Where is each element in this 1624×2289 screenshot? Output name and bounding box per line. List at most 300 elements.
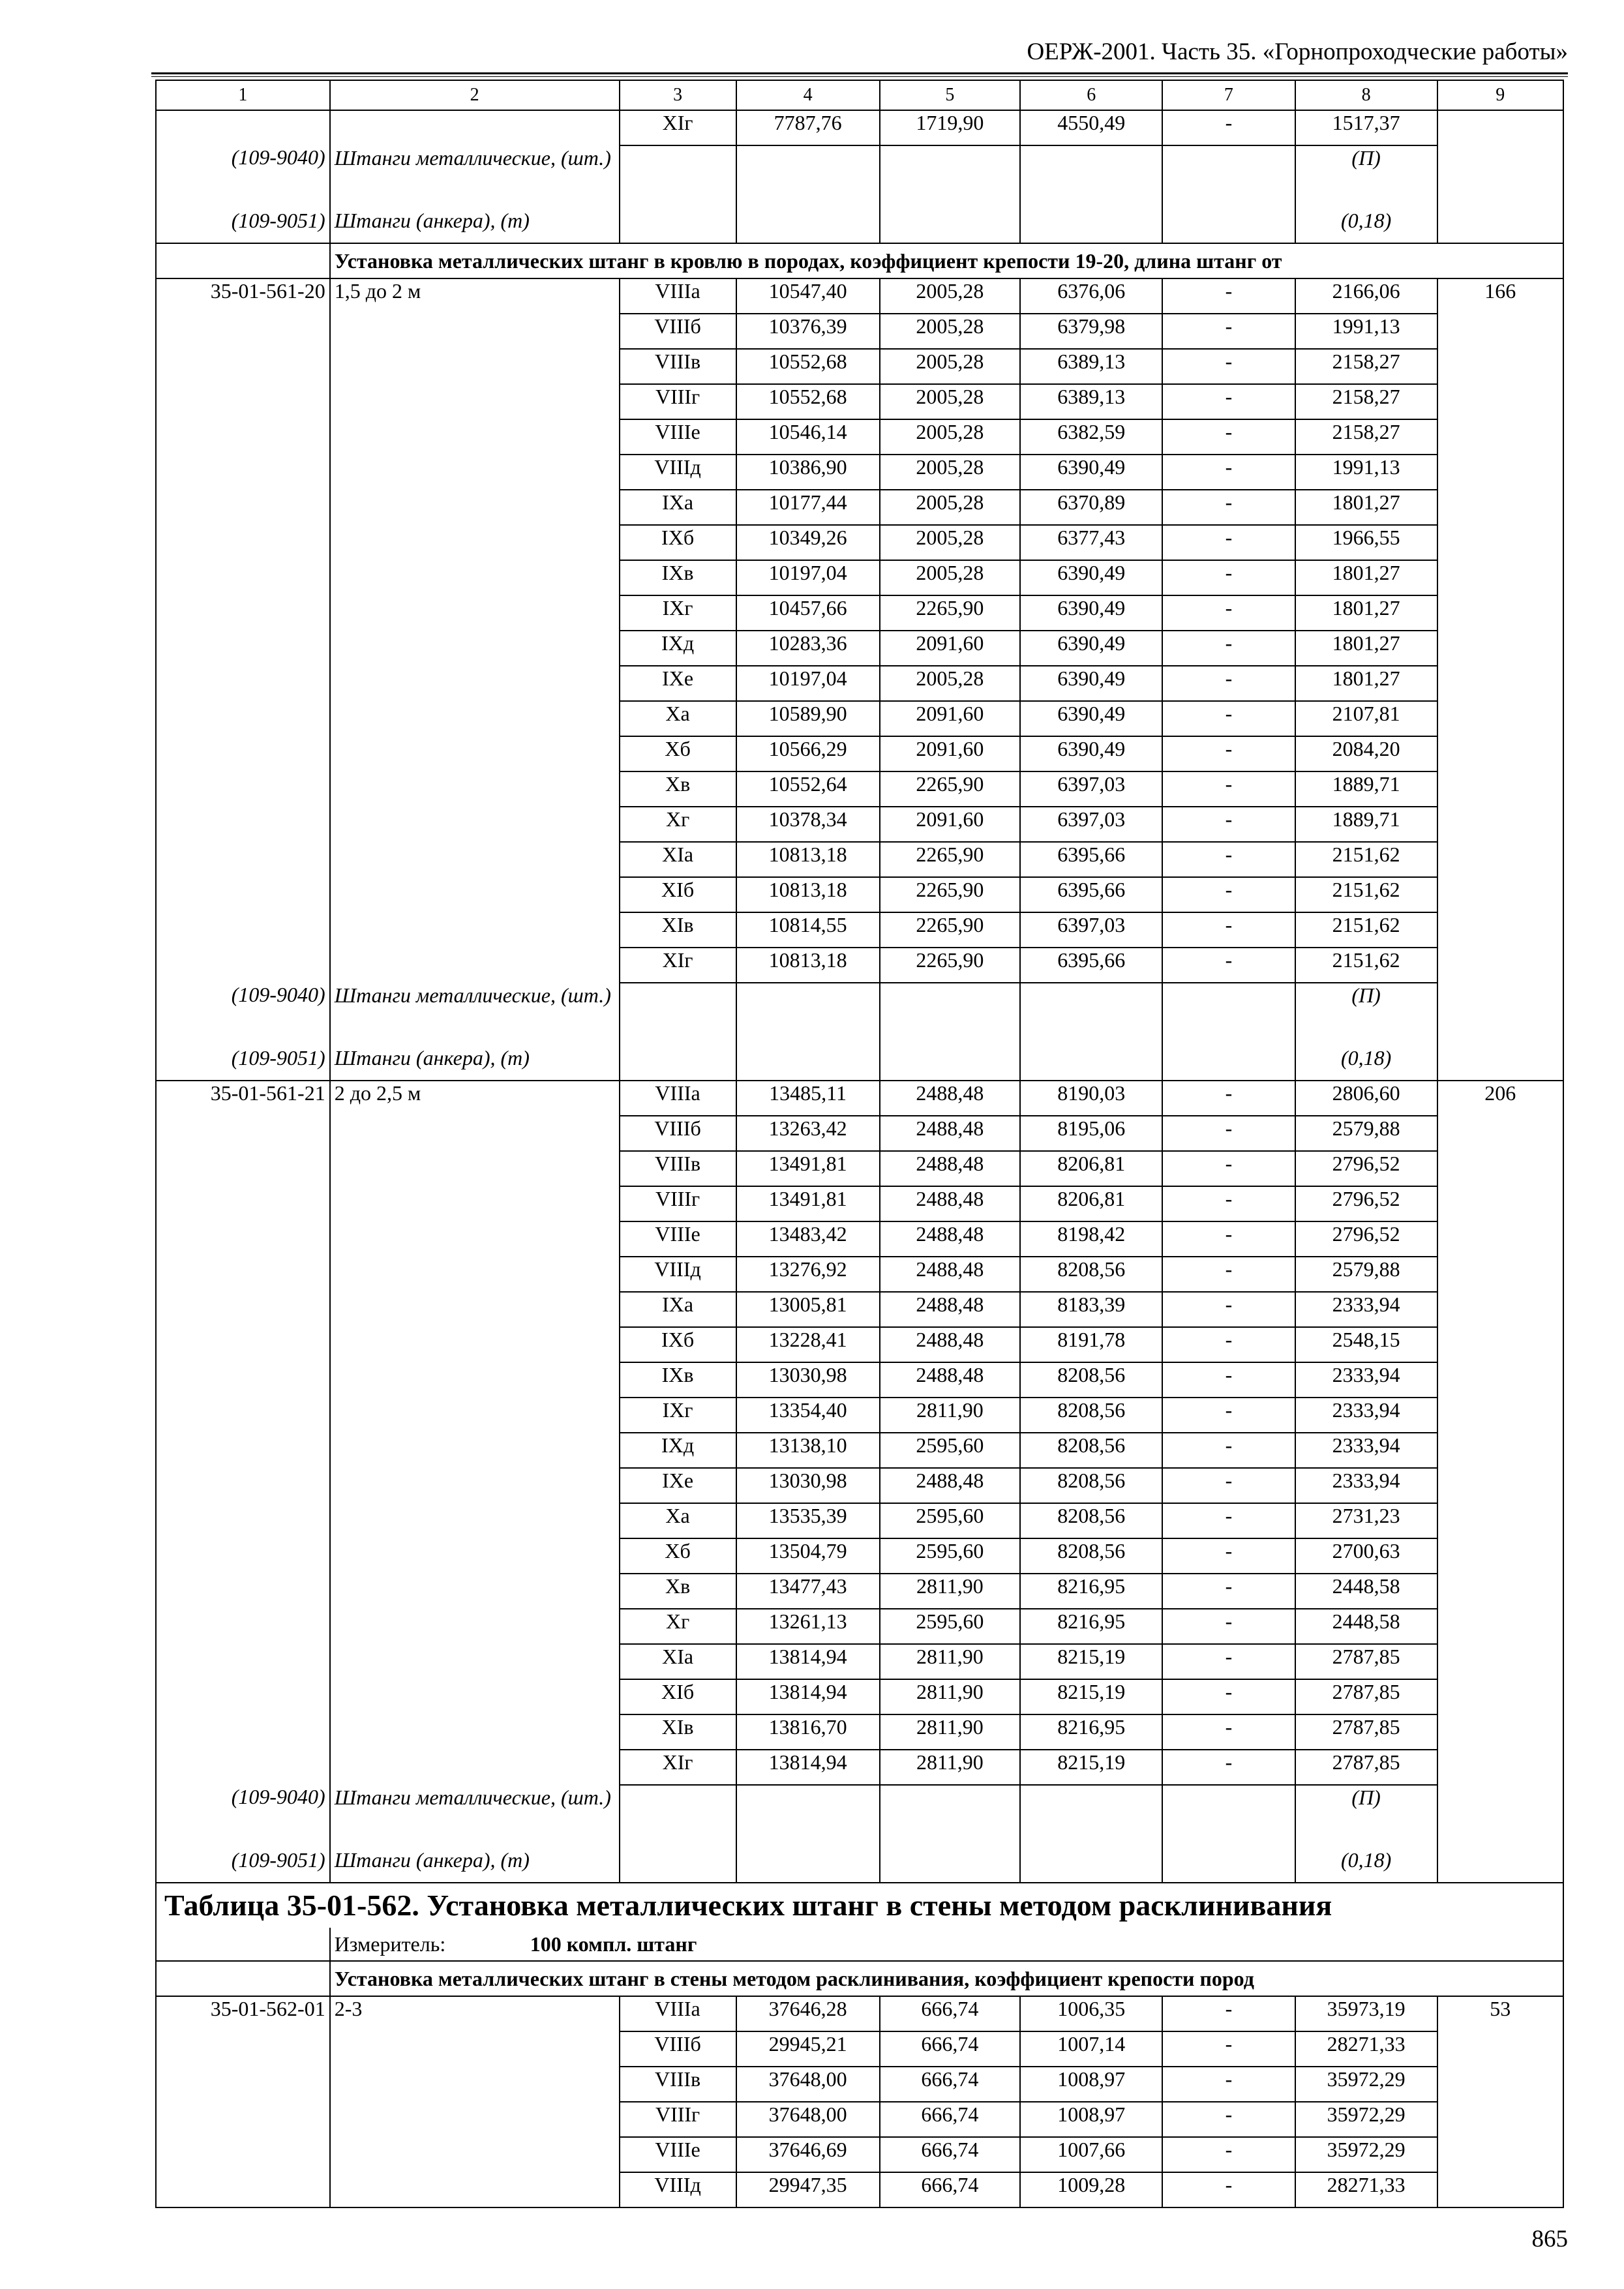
cell-value: - xyxy=(1162,1221,1295,1257)
cell-value: 1991,13 xyxy=(1295,455,1437,490)
cell-value: 8216,95 xyxy=(1020,1609,1162,1644)
cell-name xyxy=(330,1750,620,1785)
cell-class: IXд xyxy=(620,631,736,666)
cell-value: 1009,28 xyxy=(1020,2172,1162,2207)
cell-value: 13814,94 xyxy=(736,1644,880,1679)
table-row xyxy=(156,1081,1563,1116)
rates-table-body xyxy=(156,80,1563,2207)
cell-value: 13138,10 xyxy=(736,1433,880,1468)
cell-code xyxy=(156,1644,330,1679)
cell-col9 xyxy=(1437,736,1563,771)
cell-value: - xyxy=(1162,1574,1295,1609)
cell-value: 2333,94 xyxy=(1295,1398,1437,1433)
resource-value: (0,18) xyxy=(1295,209,1437,243)
section-title: Установка металлических штанг в стены методом расклинивания, коэффициент крепости пород xyxy=(330,1961,1563,1996)
cell-class: VIIIв xyxy=(620,2067,736,2102)
cell-value: 2005,28 xyxy=(880,278,1021,314)
cell-value: 8206,81 xyxy=(1020,1186,1162,1221)
cell-value: 10813,18 xyxy=(736,948,880,983)
cell-value: - xyxy=(1162,1327,1295,1362)
cell-value: 13005,81 xyxy=(736,1292,880,1327)
cell-value: 13491,81 xyxy=(736,1186,880,1221)
cell-value: 2005,28 xyxy=(880,490,1021,525)
cell-code xyxy=(156,1221,330,1257)
cell-col9 xyxy=(1437,701,1563,736)
cell-value: 6389,13 xyxy=(1020,349,1162,384)
cell-value: 2488,48 xyxy=(880,1221,1021,1257)
empty-cell xyxy=(1162,983,1295,1046)
cell-col9: 206 xyxy=(1437,1081,1563,1116)
cell-value: 10814,55 xyxy=(736,912,880,948)
cell-value: 2151,62 xyxy=(1295,948,1437,983)
cell-value: 2548,15 xyxy=(1295,1327,1437,1362)
cell-value: - xyxy=(1162,877,1295,912)
cell-value: 2005,28 xyxy=(880,455,1021,490)
cell-value: - xyxy=(1162,1538,1295,1574)
cell-value: 2595,60 xyxy=(880,1538,1021,1574)
cell-value: 8215,19 xyxy=(1020,1644,1162,1679)
cell-value: 37648,00 xyxy=(736,2067,880,2102)
cell-value: 2448,58 xyxy=(1295,1609,1437,1644)
cell-class: VIIIг xyxy=(620,1186,736,1221)
cell-class: Xб xyxy=(620,736,736,771)
cell-col9 xyxy=(1437,1538,1563,1574)
cell-value: - xyxy=(1162,1292,1295,1327)
section-header-row xyxy=(156,1961,1563,1996)
cell-value: 13354,40 xyxy=(736,1398,880,1433)
cell-value: 2265,90 xyxy=(880,842,1021,877)
cell-class: IXг xyxy=(620,595,736,631)
cell-value: 13477,43 xyxy=(736,1574,880,1609)
cell-value: 8208,56 xyxy=(1020,1362,1162,1398)
cell-class: VIIIе xyxy=(620,2137,736,2172)
table-row xyxy=(156,631,1563,666)
cell-value: 2811,90 xyxy=(880,1398,1021,1433)
cell-code xyxy=(156,2031,330,2067)
cell-class: VIIIг xyxy=(620,384,736,419)
cell-value: 2265,90 xyxy=(880,595,1021,631)
cell-name xyxy=(330,1186,620,1221)
cell-value: 37646,69 xyxy=(736,2137,880,2172)
cell-value: 29945,21 xyxy=(736,2031,880,2067)
page-number: 865 xyxy=(1531,2226,1568,2252)
cell-code xyxy=(156,1327,330,1362)
cell-col9 xyxy=(1437,1116,1563,1151)
cell-value: 2488,48 xyxy=(880,1327,1021,1362)
cell-col9 xyxy=(1437,1362,1563,1398)
cell-name xyxy=(330,2172,620,2207)
cell-value: 2091,60 xyxy=(880,807,1021,842)
cell-code: 35-01-562-01 xyxy=(156,1996,330,2031)
empty-cell xyxy=(1020,1785,1162,1848)
table-row xyxy=(156,701,1563,736)
cell-value: 10376,39 xyxy=(736,314,880,349)
empty-cell xyxy=(156,1928,330,1961)
cell-name xyxy=(330,1574,620,1609)
cell-class: VIIIб xyxy=(620,314,736,349)
cell-code xyxy=(156,419,330,455)
resource-name: Штанги (анкера), (т) xyxy=(330,1046,620,1081)
cell-value: - xyxy=(1162,736,1295,771)
resource-value: (П) xyxy=(1295,983,1437,1046)
meter-row xyxy=(156,1928,1563,1961)
cell-code xyxy=(156,1574,330,1609)
cell-value: 8216,95 xyxy=(1020,1714,1162,1750)
cell-value: 2811,90 xyxy=(880,1644,1021,1679)
cell-value: 666,74 xyxy=(880,2172,1021,2207)
cell-value: 6397,03 xyxy=(1020,807,1162,842)
cell-value: 2005,28 xyxy=(880,314,1021,349)
resource-row xyxy=(156,1046,1563,1081)
cell-value: 2166,06 xyxy=(1295,278,1437,314)
cell-col9 xyxy=(1437,1398,1563,1433)
cell-code xyxy=(156,455,330,490)
empty-cell xyxy=(1437,983,1563,1046)
cell-value: 2151,62 xyxy=(1295,912,1437,948)
cell-code xyxy=(156,1714,330,1750)
cell-name xyxy=(330,1503,620,1538)
cell-value: 6390,49 xyxy=(1020,455,1162,490)
cell-code xyxy=(156,666,330,701)
table-row xyxy=(156,1644,1563,1679)
cell-name xyxy=(330,948,620,983)
cell-code xyxy=(156,595,330,631)
cell-value: - xyxy=(1162,1503,1295,1538)
cell-class: Xв xyxy=(620,1574,736,1609)
cell-class: IXа xyxy=(620,1292,736,1327)
table-row xyxy=(156,560,1563,595)
cell-value: 8215,19 xyxy=(1020,1750,1162,1785)
cell-col9 xyxy=(1437,1679,1563,1714)
resource-code: (109-9051) xyxy=(156,1848,330,1883)
cell-code: 35-01-561-20 xyxy=(156,278,330,314)
table-row xyxy=(156,384,1563,419)
cell-value: - xyxy=(1162,1996,1295,2031)
resource-code: (109-9051) xyxy=(156,1046,330,1081)
cell-value: - xyxy=(1162,771,1295,807)
cell-value: 8215,19 xyxy=(1020,1679,1162,1714)
cell-value: 8208,56 xyxy=(1020,1257,1162,1292)
cell-name xyxy=(330,666,620,701)
cell-value: 6390,49 xyxy=(1020,595,1162,631)
cell-code xyxy=(156,2102,330,2137)
cell-code xyxy=(156,1538,330,1574)
cell-class: IXд xyxy=(620,1433,736,1468)
empty-cell xyxy=(156,243,330,278)
cell-name xyxy=(330,110,620,145)
table-row xyxy=(156,419,1563,455)
cell-name xyxy=(330,1116,620,1151)
cell-name xyxy=(330,314,620,349)
cell-class: VIIIд xyxy=(620,2172,736,2207)
cell-code xyxy=(156,912,330,948)
cell-value: - xyxy=(1162,1714,1295,1750)
table-row xyxy=(156,807,1563,842)
cell-value: - xyxy=(1162,948,1295,983)
cell-value: 8208,56 xyxy=(1020,1538,1162,1574)
cell-col9 xyxy=(1437,877,1563,912)
cell-value: 1991,13 xyxy=(1295,314,1437,349)
cell-class: VIIIг xyxy=(620,2102,736,2137)
column-number: 8 xyxy=(1295,80,1437,110)
empty-cell xyxy=(620,983,736,1046)
cell-value: 13535,39 xyxy=(736,1503,880,1538)
cell-value: 2448,58 xyxy=(1295,1574,1437,1609)
empty-cell xyxy=(620,1848,736,1883)
cell-name xyxy=(330,595,620,631)
cell-value: 10813,18 xyxy=(736,842,880,877)
table-row xyxy=(156,2031,1563,2067)
cell-class: VIIIа xyxy=(620,1996,736,2031)
cell-col9 xyxy=(1437,1257,1563,1292)
cell-class: VIIIб xyxy=(620,1116,736,1151)
cell-value: 1007,66 xyxy=(1020,2137,1162,2172)
cell-value: 6390,49 xyxy=(1020,701,1162,736)
cell-value: 28271,33 xyxy=(1295,2172,1437,2207)
cell-name xyxy=(330,1257,620,1292)
cell-value: 2488,48 xyxy=(880,1362,1021,1398)
cell-name xyxy=(330,525,620,560)
cell-value: 2811,90 xyxy=(880,1714,1021,1750)
cell-col9 xyxy=(1437,1750,1563,1785)
cell-value: - xyxy=(1162,595,1295,631)
cell-value: - xyxy=(1162,455,1295,490)
cell-value: 2488,48 xyxy=(880,1081,1021,1116)
table-row xyxy=(156,666,1563,701)
cell-name xyxy=(330,1679,620,1714)
cell-value: 1007,14 xyxy=(1020,2031,1162,2067)
cell-value: 13276,92 xyxy=(736,1257,880,1292)
cell-value: 2151,62 xyxy=(1295,842,1437,877)
empty-cell xyxy=(880,1046,1021,1081)
table-row xyxy=(156,525,1563,560)
cell-value: - xyxy=(1162,631,1295,666)
cell-value: 10349,26 xyxy=(736,525,880,560)
cell-class: XIг xyxy=(620,110,736,145)
table-row xyxy=(156,1433,1563,1468)
cell-value: 8208,56 xyxy=(1020,1468,1162,1503)
cell-value: 2005,28 xyxy=(880,560,1021,595)
resource-name: Штанги металлические, (шт.) xyxy=(330,145,620,209)
cell-value: 10283,36 xyxy=(736,631,880,666)
empty-cell xyxy=(1020,1848,1162,1883)
empty-cell xyxy=(620,1785,736,1848)
cell-code xyxy=(156,349,330,384)
cell-value: 2151,62 xyxy=(1295,877,1437,912)
cell-name xyxy=(330,2102,620,2137)
cell-name xyxy=(330,912,620,948)
table-row xyxy=(156,736,1563,771)
cell-class: XIб xyxy=(620,1679,736,1714)
cell-class: Xг xyxy=(620,807,736,842)
resource-row xyxy=(156,209,1563,243)
cell-code xyxy=(156,314,330,349)
rates-table xyxy=(155,80,1564,2208)
cell-name xyxy=(330,1609,620,1644)
cell-value: 2488,48 xyxy=(880,1468,1021,1503)
cell-name xyxy=(330,1327,620,1362)
table-row xyxy=(156,2172,1563,2207)
cell-value: 666,74 xyxy=(880,2102,1021,2137)
cell-class: Xа xyxy=(620,701,736,736)
cell-value: 8183,39 xyxy=(1020,1292,1162,1327)
cell-value: 13504,79 xyxy=(736,1538,880,1574)
cell-value: 13485,11 xyxy=(736,1081,880,1116)
cell-col9 xyxy=(1437,912,1563,948)
cell-value: 6370,89 xyxy=(1020,490,1162,525)
table-row xyxy=(156,1327,1563,1362)
cell-value: 8208,56 xyxy=(1020,1433,1162,1468)
cell-name xyxy=(330,1714,620,1750)
cell-col9 xyxy=(1437,2067,1563,2102)
cell-name xyxy=(330,1292,620,1327)
table-row xyxy=(156,1750,1563,1785)
cell-value: 1889,71 xyxy=(1295,771,1437,807)
cell-value: 1801,27 xyxy=(1295,666,1437,701)
cell-code xyxy=(156,842,330,877)
table-row xyxy=(156,278,1563,314)
column-number: 3 xyxy=(620,80,736,110)
cell-value: 10589,90 xyxy=(736,701,880,736)
cell-name: 2-3 xyxy=(330,1996,620,2031)
cell-value: 2787,85 xyxy=(1295,1644,1437,1679)
cell-col9 xyxy=(1437,525,1563,560)
cell-value: 37646,28 xyxy=(736,1996,880,2031)
cell-value: 1889,71 xyxy=(1295,807,1437,842)
cell-value: - xyxy=(1162,1468,1295,1503)
cell-value: 666,74 xyxy=(880,2031,1021,2067)
cell-col9 xyxy=(1437,560,1563,595)
table-row xyxy=(156,1257,1563,1292)
cell-value: - xyxy=(1162,1750,1295,1785)
cell-name xyxy=(330,1433,620,1468)
cell-col9: 53 xyxy=(1437,1996,1563,2031)
cell-value: - xyxy=(1162,666,1295,701)
resource-row xyxy=(156,145,1563,209)
cell-col9 xyxy=(1437,1433,1563,1468)
cell-value: 1517,37 xyxy=(1295,110,1437,145)
cell-value: 13483,42 xyxy=(736,1221,880,1257)
cell-value: 1006,35 xyxy=(1020,1996,1162,2031)
table-row xyxy=(156,595,1563,631)
cell-code xyxy=(156,1362,330,1398)
cell-value: 6397,03 xyxy=(1020,912,1162,948)
meter-cell xyxy=(330,1928,1563,1961)
cell-value: 2811,90 xyxy=(880,1750,1021,1785)
cell-value: 2158,27 xyxy=(1295,349,1437,384)
cell-col9 xyxy=(1437,384,1563,419)
table-row xyxy=(156,1503,1563,1538)
cell-class: Xг xyxy=(620,1609,736,1644)
cell-value: 2158,27 xyxy=(1295,419,1437,455)
resource-code: (109-9040) xyxy=(156,1785,330,1848)
cell-value: 2579,88 xyxy=(1295,1116,1437,1151)
cell-value: 10547,40 xyxy=(736,278,880,314)
cell-code xyxy=(156,2137,330,2172)
column-number: 1 xyxy=(156,80,330,110)
cell-class: IXе xyxy=(620,1468,736,1503)
cell-value: 2265,90 xyxy=(880,771,1021,807)
cell-code xyxy=(156,1398,330,1433)
cell-value: - xyxy=(1162,1081,1295,1116)
cell-col9 xyxy=(1437,948,1563,983)
column-number: 7 xyxy=(1162,80,1295,110)
cell-name xyxy=(330,631,620,666)
resource-row xyxy=(156,1848,1563,1883)
cell-value: - xyxy=(1162,525,1295,560)
cell-col9 xyxy=(1437,455,1563,490)
cell-value: - xyxy=(1162,349,1295,384)
cell-value: 13228,41 xyxy=(736,1327,880,1362)
cell-col9 xyxy=(1437,490,1563,525)
cell-value: 2488,48 xyxy=(880,1257,1021,1292)
cell-value: 8195,06 xyxy=(1020,1116,1162,1151)
cell-value: 2796,52 xyxy=(1295,1151,1437,1186)
cell-value: - xyxy=(1162,1151,1295,1186)
cell-code xyxy=(156,384,330,419)
empty-cell xyxy=(880,983,1021,1046)
table-row xyxy=(156,110,1563,145)
cell-class: XIг xyxy=(620,948,736,983)
section-title: Установка металлических штанг в кровлю в породах, коэффициент крепости 19-20, длина штанг от xyxy=(330,243,1563,278)
cell-value: 2731,23 xyxy=(1295,1503,1437,1538)
resource-code: (109-9051) xyxy=(156,209,330,243)
header-rule xyxy=(151,72,1568,77)
cell-value: 13261,13 xyxy=(736,1609,880,1644)
cell-value: 6390,49 xyxy=(1020,666,1162,701)
cell-value: 10566,29 xyxy=(736,736,880,771)
cell-value: - xyxy=(1162,1644,1295,1679)
column-number-row xyxy=(156,80,1563,110)
cell-class: XIа xyxy=(620,1644,736,1679)
cell-name xyxy=(330,455,620,490)
empty-cell xyxy=(736,1848,880,1883)
cell-class: VIIIв xyxy=(620,1151,736,1186)
cell-class: VIIIб xyxy=(620,2031,736,2067)
cell-value: - xyxy=(1162,842,1295,877)
cell-value: 2488,48 xyxy=(880,1151,1021,1186)
cell-value: - xyxy=(1162,278,1295,314)
table-row xyxy=(156,1151,1563,1186)
cell-code xyxy=(156,2067,330,2102)
cell-value: 2700,63 xyxy=(1295,1538,1437,1574)
cell-value: 2787,85 xyxy=(1295,1750,1437,1785)
resource-name: Штанги металлические, (шт.) xyxy=(330,983,620,1046)
cell-value: - xyxy=(1162,110,1295,145)
cell-name: 1,5 до 2 м xyxy=(330,278,620,314)
cell-value: 1966,55 xyxy=(1295,525,1437,560)
cell-value: 1801,27 xyxy=(1295,560,1437,595)
page-header: ОЕРЖ-2001. Часть 35. «Горнопроходческие работы» xyxy=(1027,38,1568,65)
cell-value: 2265,90 xyxy=(880,948,1021,983)
cell-value: 1801,27 xyxy=(1295,631,1437,666)
cell-value: 2005,28 xyxy=(880,666,1021,701)
cell-value: - xyxy=(1162,2067,1295,2102)
cell-value: 13814,94 xyxy=(736,1679,880,1714)
empty-cell xyxy=(156,1961,330,1996)
resource-code: (109-9040) xyxy=(156,145,330,209)
cell-code xyxy=(156,771,330,807)
cell-value: 2796,52 xyxy=(1295,1221,1437,1257)
cell-value: 6382,59 xyxy=(1020,419,1162,455)
table-row xyxy=(156,842,1563,877)
cell-class: VIIIе xyxy=(620,1221,736,1257)
table-row xyxy=(156,1538,1563,1574)
column-number: 2 xyxy=(330,80,620,110)
cell-name xyxy=(330,2137,620,2172)
cell-value: 8190,03 xyxy=(1020,1081,1162,1116)
table-row xyxy=(156,1116,1563,1151)
